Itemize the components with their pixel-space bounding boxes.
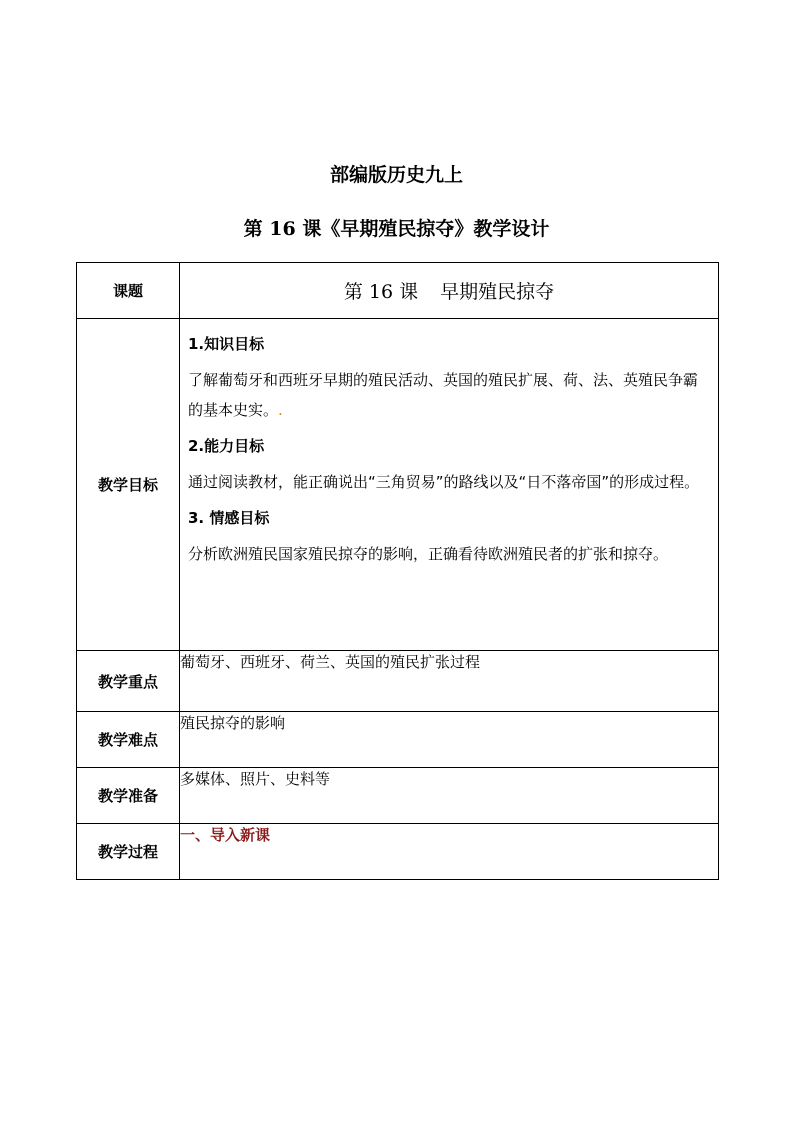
objective-emotion-heading: 3. 情感目标 [188,509,270,527]
table-row-difficulty [77,712,719,768]
process-cell [180,824,719,880]
objectives-cell [180,319,719,651]
difficulty-label: 教学难点 [77,712,180,768]
objectives-label: 教学目标 [77,319,180,651]
topic-lesson-title: 早期殖民掠夺 [440,281,555,303]
preparation-text: 多媒体、照片、史料等 [180,768,719,824]
topic-label: 课题 [77,263,180,319]
difficulty-text: 殖民掠夺的影响 [180,712,719,768]
focus-label: 教学重点 [77,651,180,712]
focus-text: 葡萄牙、西班牙、荷兰、英国的殖民扩张过程 [180,651,719,712]
process-intro-heading: 一、导入新课 [180,826,271,844]
topic-value [180,263,719,319]
document-subtitle: 第 16 课《早期殖民掠夺》教学设计 [243,218,550,240]
preparation-label: 教学准备 [77,768,180,824]
document-title: 部编版历史九上 [329,164,463,186]
table-row-objectives [77,319,719,651]
table-row-preparation [77,768,719,824]
lesson-plan-table [76,262,719,880]
objective-ability-heading: 2.能力目标 [188,437,265,455]
table-row-topic [77,263,719,319]
objective-knowledge-heading: 1.知识目标 [188,335,265,353]
topic-lesson-number: 第 16 课 [343,281,419,303]
process-label: 教学过程 [77,824,180,880]
objective-emotion-text: 分析欧洲殖民国家殖民掠夺的影响，正确看待欧洲殖民者的扩张和掠夺。 [188,545,669,563]
table-row-focus [77,651,719,712]
table-row-process [77,824,719,880]
objective-knowledge-text: 了解葡萄牙和西班牙早期的殖民活动、英国的殖民扩展、荷、法、英殖民争霸的基本史实。. [188,371,699,419]
objective-ability-text: 通过阅读教材，能正确说出“三角贸易”的路线以及“日不落帝国”的形成过程。 [188,473,700,491]
